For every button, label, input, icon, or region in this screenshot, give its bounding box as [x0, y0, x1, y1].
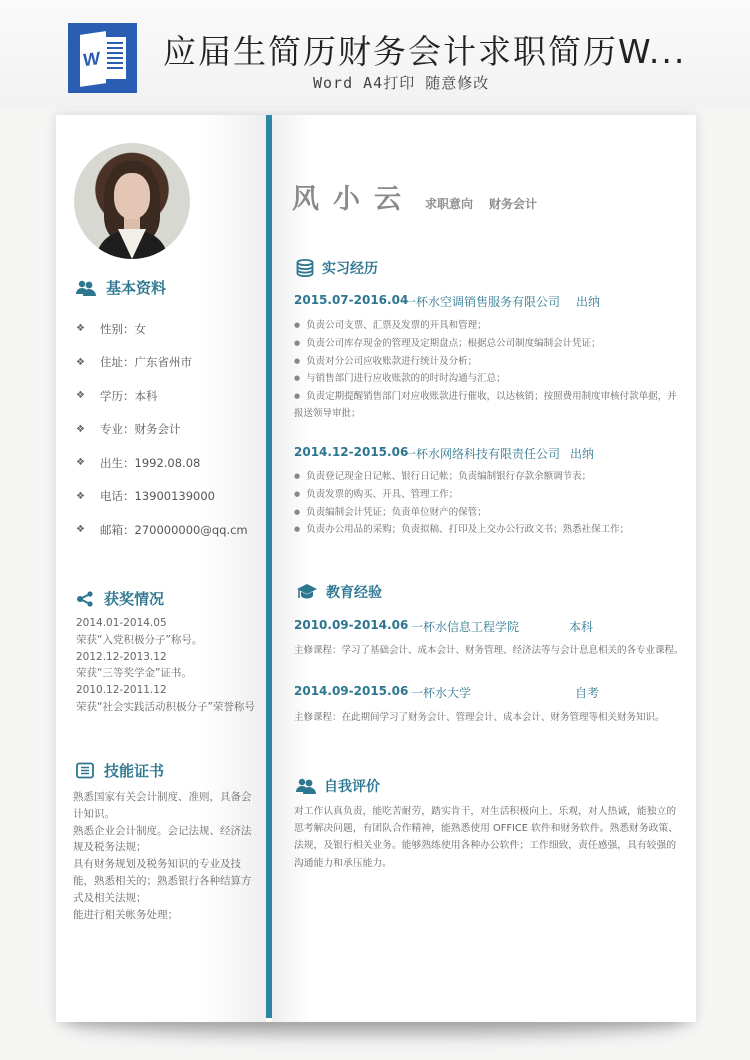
- basic-info-title: 基本资料: [106, 279, 167, 297]
- share-icon: [76, 591, 94, 607]
- skills-title: 技能证书: [104, 762, 165, 780]
- duty-item: ● 负责公司支票、汇票及发票的开具和管理；: [294, 317, 682, 335]
- duty-item: ● 负责公司库存现金的管理及定期盘点；根据总公司制度编制会计凭证；: [294, 335, 682, 353]
- edu-courses: 主修课程：在此期间学习了财务会计、管理会计、成本会计、财务管理等相关财务知识。: [294, 712, 665, 723]
- preview-header: [0, 0, 750, 108]
- skill-line: 具有财务规划及税务知识的专业及技能，熟悉相关的；熟悉银行各种结算方式及相关法规；: [73, 858, 252, 904]
- skill-line: 能进行相关帐务处理；: [73, 908, 178, 921]
- education-header: [294, 618, 593, 635]
- diamond-bullet-icon: ❖: [76, 390, 85, 402]
- section-title-basic-info: [76, 277, 166, 298]
- edu-date: 2014.09-2015.06: [294, 684, 409, 698]
- word-icon: [68, 23, 137, 93]
- candidate-name: 风小云: [292, 184, 415, 215]
- graduation-cap-icon: [296, 583, 318, 601]
- duty-item: ● 负责发票的购买、开具、管理工作；: [294, 486, 682, 504]
- duty-item: ● 负责登记现金日记帐、银行日记帐；负责编制银行存款余额调节表；: [294, 468, 682, 486]
- job-company: 一杯水网络科技有限责任公司: [404, 447, 561, 461]
- diamond-bullet-icon: ❖: [76, 524, 85, 536]
- award-text: 荣获“三等奖学金”证书。: [76, 667, 192, 680]
- award-text: 荣获“社会实践活动积极分子”荣誉称号: [76, 700, 255, 713]
- job-intent-label: 求职意向: [425, 197, 474, 211]
- job-header: [294, 445, 594, 462]
- award-text: 荣获“入党积极分子”称号。: [76, 633, 203, 646]
- diamond-bullet-icon: ❖: [76, 356, 85, 368]
- document-subtitle: Word A4打印 随意修改: [313, 74, 490, 92]
- diamond-bullet-icon: ❖: [76, 423, 85, 435]
- education-title: 教育经验: [326, 585, 382, 601]
- list-icon: [76, 762, 94, 779]
- job-role: 出纳: [570, 447, 595, 461]
- edu-school: 一杯水大学: [411, 686, 472, 700]
- document-title: 应届生简历财务会计求职简历W...: [163, 32, 687, 71]
- info-text: 住址：广东省州市: [100, 355, 192, 370]
- duty-item: ● 负责对分公司应收账款进行统计及分析；: [294, 353, 682, 371]
- word-icon-letter: W: [83, 48, 100, 71]
- education-header: [294, 684, 599, 701]
- job-intent-value: 财务会计: [489, 197, 538, 211]
- main-column-fade: [272, 115, 312, 1022]
- info-text: 出生：1992.08.08: [100, 455, 201, 470]
- job-company: 一杯水空调销售服务有限公司: [404, 295, 561, 309]
- job-header: [294, 293, 600, 310]
- info-birth: [76, 446, 248, 480]
- edu-courses: 主修课程：学习了基础会计、成本会计、财务管理、经济法等与会计息息相关的各专业课程。: [294, 645, 684, 656]
- info-gender: [76, 312, 248, 346]
- job-duties: [294, 468, 682, 539]
- database-icon: [296, 259, 314, 277]
- experience-title: 实习经历: [322, 261, 378, 277]
- awards-list: [76, 615, 266, 716]
- edu-degree: 本科: [569, 620, 594, 634]
- section-title-education: [296, 582, 382, 602]
- skill-line: 熟悉企业会计制度。会记法规、经济法规及税务法规；: [73, 824, 252, 854]
- info-text: 专业：财务会计: [100, 422, 181, 437]
- skills-list: [73, 789, 259, 923]
- duty-item: ● 负责办公用品的采购；负责拟稿、打印及上交办公行政文书；熟悉社保工作；: [294, 521, 682, 539]
- job-date: 2014.12-2015.06: [294, 445, 409, 459]
- accent-divider: [266, 115, 272, 1018]
- diamond-bullet-icon: ❖: [76, 457, 85, 469]
- info-address: [76, 346, 248, 380]
- info-email: [76, 513, 248, 547]
- info-text: 学历：本科: [100, 388, 158, 403]
- section-title-awards: [76, 588, 164, 609]
- self-evaluation-text: 对工作认真负责，能吃苦耐劳，踏实肯干，对生活积极向上、乐观，对人热诚，能独立的思考解决问题，有团队合作精神，能熟悉使用 OFFICE 软件和财务软件。熟悉财务政策、法规，及银行相关业务。能够熟练使用各种办公软件；工作细致，责任感强，具有较强的沟通能力和承压能力。: [294, 806, 679, 869]
- section-title-experience: [296, 258, 378, 278]
- basic-info-list: [76, 312, 248, 547]
- award-date: 2010.12-2011.12: [76, 684, 167, 697]
- award-date: 2014.01-2014.05: [76, 617, 167, 629]
- edu-date: 2010.09-2014.06: [294, 618, 409, 632]
- resume-page: [56, 115, 696, 1022]
- edu-degree: 自考: [575, 686, 600, 700]
- skill-line: 熟悉国家有关会计制度、准则，具备会计知识。: [73, 791, 252, 820]
- section-title-self-evaluation: [296, 776, 380, 796]
- duty-item: ● 与销售部门进行应收账款的的时时沟通与汇总；: [294, 370, 682, 388]
- job-duties: [294, 317, 682, 423]
- info-text: 性别：女: [100, 321, 146, 336]
- award-date: 2012.12-2013.12: [76, 650, 167, 663]
- awards-title: 获奖情况: [104, 590, 165, 608]
- job-role: 出纳: [576, 295, 601, 309]
- diamond-bullet-icon: ❖: [76, 323, 85, 335]
- duty-item: ● 负责定期提醒销售部门对应收账款进行催收，以达核销；按照费用制度审核付款单据，并报送领导审批；: [294, 388, 682, 423]
- duty-item: ● 负责编制会计凭证；负责单位财产的保管；: [294, 504, 682, 522]
- info-education: [76, 379, 248, 413]
- section-title-skills: [76, 760, 164, 781]
- edu-school: 一杯水信息工程学院: [411, 620, 520, 634]
- name-row: [292, 177, 537, 216]
- job-date: 2015.07-2016.04: [294, 293, 409, 307]
- info-text: 邮箱：270000000@qq.cm: [100, 522, 248, 537]
- users-icon: [76, 280, 96, 296]
- users-icon: [296, 778, 316, 794]
- info-phone: [76, 480, 248, 514]
- diamond-bullet-icon: ❖: [76, 490, 85, 502]
- self-evaluation-title: 自我评价: [324, 779, 380, 795]
- avatar: [74, 143, 190, 259]
- info-major: [76, 413, 248, 447]
- info-text: 电话：13900139000: [100, 489, 215, 504]
